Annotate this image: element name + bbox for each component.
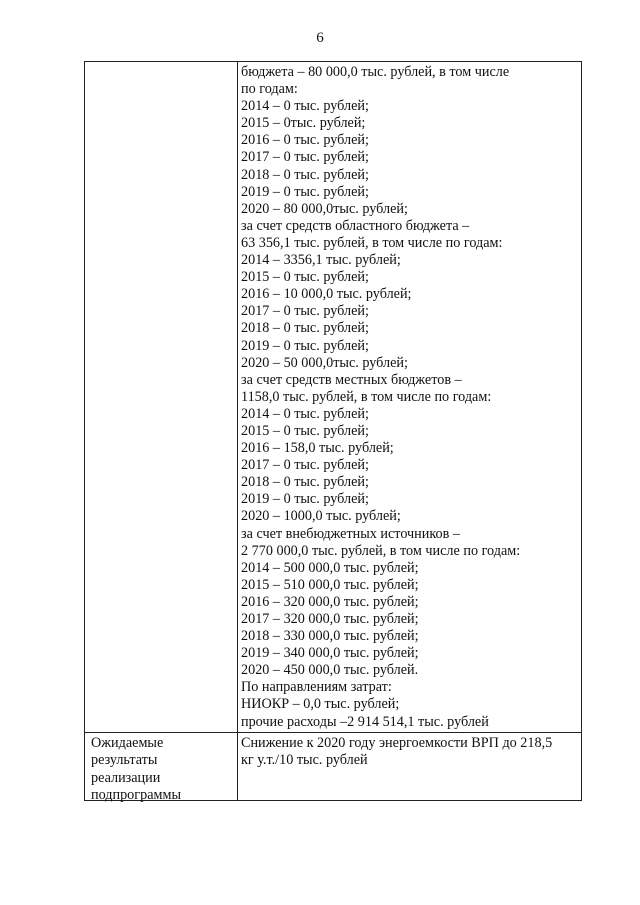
funding-line: 2020 – 450 000,0 тыс. рублей. — [241, 662, 419, 679]
funding-line: 2018 – 330 000,0 тыс. рублей; — [241, 628, 419, 645]
funding-line: 2015 – 0тыс. рублей; — [241, 115, 366, 132]
funding-line: 2016 – 10 000,0 тыс. рублей; — [241, 286, 412, 303]
funding-line: 63 356,1 тыс. рублей, в том числе по годам: — [241, 234, 503, 251]
funding-line: за счет средств местных бюджетов – — [241, 371, 462, 388]
subprogram-passport-table — [84, 61, 582, 804]
funding-line: 2019 – 340 000,0 тыс. рублей; — [241, 645, 419, 662]
results-label-line: подпрограммы — [91, 787, 181, 804]
funding-line: По направлениям затрат: — [241, 679, 392, 696]
funding-line: 2016 – 158,0 тыс. рублей; — [241, 440, 394, 457]
funding-line: 2017 – 0 тыс. рублей; — [241, 303, 369, 320]
page-number: 6 — [316, 30, 324, 46]
funding-line: 2016 – 320 000,0 тыс. рублей; — [241, 593, 419, 610]
funding-line: 2017 – 0 тыс. рублей; — [241, 457, 369, 474]
funding-line: 2017 – 320 000,0 тыс. рублей; — [241, 611, 419, 627]
row-divider — [85, 732, 581, 733]
funding-line: 2014 – 0 тыс. рублей; — [241, 405, 369, 422]
funding-line: 2018 – 0 тыс. рублей; — [241, 474, 369, 491]
funding-line: 2020 – 80 000,0тыс. рублей; — [241, 200, 408, 217]
funding-line: 2014 – 0 тыс. рублей; — [241, 98, 369, 115]
funding-line: бюджета – 80 000,0 тыс. рублей, в том числе — [241, 64, 510, 80]
funding-line: 2019 – 0 тыс. рублей; — [241, 491, 369, 508]
funding-line: 2015 – 510 000,0 тыс. рублей; — [241, 576, 419, 593]
funding-line: по годам: — [241, 81, 298, 98]
expected-results-label-cell — [91, 735, 233, 805]
funding-line: 2017 – 0 тыс. рублей; — [241, 149, 369, 166]
funding-line: 2014 – 3356,1 тыс. рублей; — [241, 252, 401, 269]
results-label-line: реализации — [91, 769, 161, 786]
funding-line: 2018 – 0 тыс. рублей; — [241, 166, 369, 183]
funding-line: 2 770 000,0 тыс. рублей, в том числе по годам: — [241, 542, 521, 559]
results-label-line: Ожидаемые — [91, 735, 164, 751]
funding-line: 2020 – 1000,0 тыс. рублей; — [241, 508, 401, 525]
funding-line: 2020 – 50 000,0тыс. рублей; — [241, 354, 408, 371]
funding-sources-cell — [241, 64, 577, 731]
funding-line: 2015 – 0 тыс. рублей; — [241, 269, 369, 286]
results-value-line: кг у.т./10 тыс. рублей — [241, 752, 368, 769]
funding-line: 2018 – 0 тыс. рублей; — [241, 320, 369, 337]
funding-line: 2014 – 500 000,0 тыс. рублей; — [241, 559, 419, 576]
funding-line: за счет средств областного бюджета – — [241, 217, 470, 234]
column-divider — [237, 62, 238, 800]
funding-line: за счет внебюджетных источников – — [241, 525, 460, 542]
funding-line: 2015 – 0 тыс. рублей; — [241, 422, 369, 439]
funding-line: 1158,0 тыс. рублей, в том числе по годам: — [241, 388, 492, 405]
funding-line: 2019 – 0 тыс. рублей; — [241, 337, 369, 354]
funding-line: прочие расходы –2 914 514,1 тыс. рублей — [241, 713, 489, 730]
funding-line: 2019 – 0 тыс. рублей; — [241, 183, 369, 200]
expected-results-value-cell — [241, 735, 577, 770]
results-label-line: результаты — [91, 752, 158, 769]
funding-line: НИОКР – 0,0 тыс. рублей; — [241, 696, 400, 713]
funding-line: 2016 – 0 тыс. рублей; — [241, 132, 369, 149]
results-value-line: Снижение к 2020 году энергоемкости ВРП до 218,5 — [241, 735, 553, 751]
